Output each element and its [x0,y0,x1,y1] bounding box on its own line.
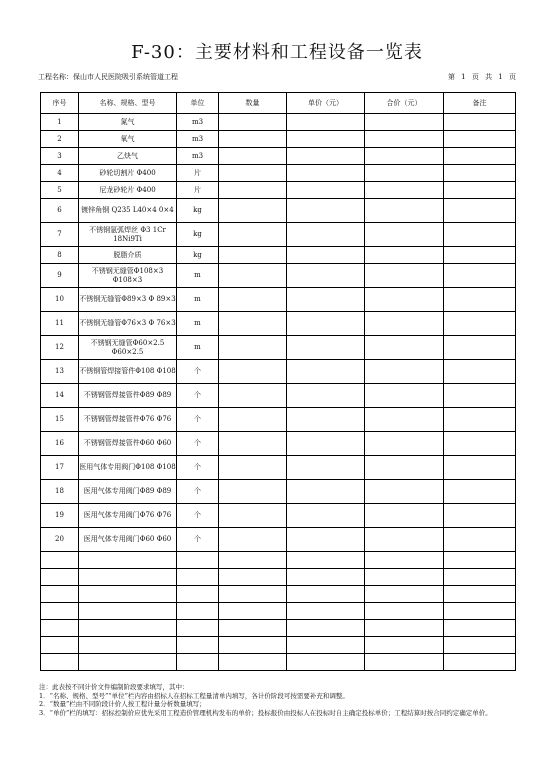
header-remarks: 备注 [444,93,516,114]
blank-cell [444,654,516,671]
row-unit-price [287,528,365,552]
row-no: 4 [41,165,79,182]
row-unit: m [177,336,219,360]
row-unit-price [287,456,365,480]
table-row [41,432,516,456]
row-quantity [219,182,287,199]
row-quantity [219,165,287,182]
row-remarks [444,114,516,131]
row-no: 10 [41,288,79,312]
blank-cell [79,603,177,620]
row-quantity [219,199,287,223]
row-name: 不锈钢管焊接管件Φ89 Φ89 [79,384,177,408]
table-row [41,360,516,384]
table-row [41,264,516,288]
blank-cell [79,620,177,637]
blank-cell [177,603,219,620]
row-no: 6 [41,199,79,223]
row-name: 医用气体专用阀门Φ108 Φ108 [79,456,177,480]
note-line: 1．“名称、规格、型号”“单位”栏内容由招标人在招标工程量清单内填写，各计价阶段可按需要补充和调整。 [39,691,349,700]
row-quantity [219,384,287,408]
blank-cell [365,620,444,637]
row-unit: 个 [177,360,219,384]
row-name: 不锈钢无缝管Φ76×3 Φ 76×3 [79,312,177,336]
row-no: 2 [41,131,79,148]
row-quantity [219,114,287,131]
table-row [41,114,516,131]
row-total-price [365,456,444,480]
row-unit-price [287,336,365,360]
blank-cell [79,586,177,603]
table-row-blank [41,569,516,586]
table-row [41,528,516,552]
table-row-blank [41,586,516,603]
table-row [41,148,516,165]
row-quantity [219,288,287,312]
row-unit: 片 [177,165,219,182]
table-row [41,223,516,247]
blank-cell [444,603,516,620]
row-remarks [444,288,516,312]
row-total-price [365,312,444,336]
row-no: 17 [41,456,79,480]
blank-cell [287,569,365,586]
header-no: 序号 [41,93,79,114]
row-no: 15 [41,408,79,432]
row-unit-price [287,312,365,336]
row-remarks [444,384,516,408]
row-remarks [444,336,516,360]
blank-cell [365,603,444,620]
blank-cell [219,654,287,671]
header-quantity: 数量 [219,93,287,114]
row-name: 不锈钢无缝管Φ108×3 Φ108×3 [79,264,177,288]
row-remarks [444,182,516,199]
row-no: 20 [41,528,79,552]
row-unit-price [287,360,365,384]
row-unit: 个 [177,408,219,432]
page-title: F-30：主要材料和工程设备一览表 [131,42,423,63]
row-quantity [219,223,287,247]
row-name: 不锈钢管焊接管件Φ76 Φ76 [79,408,177,432]
table-row [41,456,516,480]
row-no: 8 [41,247,79,264]
blank-cell [219,620,287,637]
table-row-blank [41,620,516,637]
blank-cell [79,569,177,586]
row-name: 氮气 [79,114,177,131]
row-unit: m [177,312,219,336]
row-remarks [444,148,516,165]
row-total-price [365,336,444,360]
blank-cell [365,654,444,671]
row-total-price [365,288,444,312]
row-unit-price [287,199,365,223]
notes [39,683,517,717]
row-total-price [365,264,444,288]
blank-cell [41,654,79,671]
blank-cell [287,586,365,603]
table-row [41,480,516,504]
row-name: 医用气体专用阀门Φ60 Φ60 [79,528,177,552]
blank-cell [365,569,444,586]
table-row [41,336,516,360]
blank-cell [41,569,79,586]
table-row [41,247,516,264]
row-total-price [365,182,444,199]
row-remarks [444,504,516,528]
blank-cell [41,586,79,603]
blank-cell [287,603,365,620]
table-row [41,384,516,408]
row-remarks [444,264,516,288]
row-no: 9 [41,264,79,288]
row-name: 不锈钢无缝管Φ60×2.5 Φ60×2.5 [79,336,177,360]
row-quantity [219,480,287,504]
row-remarks [444,223,516,247]
row-no: 13 [41,360,79,384]
row-total-price [365,408,444,432]
blank-cell [79,654,177,671]
row-unit-price [287,165,365,182]
row-quantity [219,360,287,384]
row-quantity [219,312,287,336]
row-quantity [219,504,287,528]
row-unit: 个 [177,504,219,528]
row-remarks [444,312,516,336]
row-quantity [219,408,287,432]
row-unit-price [287,408,365,432]
row-remarks [444,408,516,432]
row-total-price [365,199,444,223]
row-total-price [365,247,444,264]
row-unit: m3 [177,148,219,165]
blank-cell [177,620,219,637]
table-row-blank [41,637,516,654]
row-quantity [219,336,287,360]
row-unit: 个 [177,456,219,480]
note-line: 注：此表按不同计价文件编制阶段要求填写，其中： [39,683,189,691]
row-quantity [219,264,287,288]
row-no: 18 [41,480,79,504]
row-quantity [219,131,287,148]
row-total-price [365,223,444,247]
table-row-blank [41,603,516,620]
table-row-blank [41,654,516,671]
blank-cell [177,637,219,654]
row-unit-price [287,131,365,148]
row-total-price [365,504,444,528]
blank-cell [444,552,516,569]
blank-cell [219,552,287,569]
row-unit: 个 [177,432,219,456]
blank-cell [219,603,287,620]
row-unit: kg [177,223,219,247]
blank-cell [444,637,516,654]
row-unit-price [287,223,365,247]
blank-cell [41,637,79,654]
row-name: 乙炔气 [79,148,177,165]
table-row [41,131,516,148]
row-name: 医用气体专用阀门Φ76 Φ76 [79,504,177,528]
row-remarks [444,131,516,148]
blank-cell [287,637,365,654]
row-unit: m3 [177,114,219,131]
row-total-price [365,528,444,552]
row-name: 镀锌角钢 Q235 L40×4 0×4 [79,199,177,223]
page-info: 第 1 页 共 1 页 [447,73,516,81]
row-unit-price [287,182,365,199]
blank-cell [41,552,79,569]
blank-cell [177,586,219,603]
blank-cell [177,569,219,586]
table-row-blank [41,552,516,569]
row-no: 12 [41,336,79,360]
blank-cell [41,603,79,620]
row-no: 11 [41,312,79,336]
row-no: 7 [41,223,79,247]
row-total-price [365,131,444,148]
row-name: 不锈钢氩弧焊丝 Φ3 1Cr 18Ni9Ti [79,223,177,247]
row-unit-price [287,480,365,504]
blank-cell [444,569,516,586]
blank-cell [79,637,177,654]
row-quantity [219,148,287,165]
row-remarks [444,360,516,384]
project-name: 工程名称：保山市人民医院吸引系统管道工程 [38,73,178,81]
blank-cell [287,654,365,671]
row-remarks [444,480,516,504]
row-no: 16 [41,432,79,456]
note-line: 2．“数量”栏由不同阶段计价人按工程计量分析数量填写； [39,700,206,708]
row-unit: 个 [177,480,219,504]
row-total-price [365,148,444,165]
blank-cell [219,586,287,603]
row-total-price [365,432,444,456]
row-total-price [365,165,444,182]
blank-cell [219,637,287,654]
table-header-row [41,93,516,114]
blank-cell [79,552,177,569]
row-quantity [219,456,287,480]
row-remarks [444,528,516,552]
row-unit: 片 [177,182,219,199]
row-unit: 个 [177,528,219,552]
row-remarks [444,199,516,223]
row-unit: m3 [177,131,219,148]
blank-cell [177,552,219,569]
row-total-price [365,360,444,384]
row-unit: m [177,288,219,312]
row-quantity [219,528,287,552]
table-row [41,288,516,312]
table-row [41,165,516,182]
blank-cell [365,552,444,569]
blank-cell [365,637,444,654]
row-name: 脱脂介质 [79,247,177,264]
row-unit: 个 [177,384,219,408]
table-row [41,312,516,336]
row-unit-price [287,148,365,165]
row-name: 不锈钢管焊接管件Φ60 Φ60 [79,432,177,456]
row-unit-price [287,288,365,312]
table-row [41,408,516,432]
row-no: 14 [41,384,79,408]
row-unit: m [177,264,219,288]
row-unit: kg [177,199,219,223]
row-name: 不锈钢无缝管Φ89×3 Φ 89×3 [79,288,177,312]
row-no: 3 [41,148,79,165]
row-no: 19 [41,504,79,528]
blank-cell [444,586,516,603]
blank-cell [287,620,365,637]
row-unit-price [287,504,365,528]
blank-cell [219,569,287,586]
row-unit-price [287,432,365,456]
row-unit: kg [177,247,219,264]
row-no: 1 [41,114,79,131]
row-name: 不锈钢管焊接管件Φ108 Φ108 [79,360,177,384]
row-name: 砂轮切割片 Φ400 [79,165,177,182]
row-remarks [444,456,516,480]
blank-cell [41,620,79,637]
blank-cell [287,552,365,569]
materials-table [40,92,516,671]
row-quantity [219,432,287,456]
row-quantity [219,247,287,264]
header-unit-price: 单价（元） [287,93,365,114]
row-remarks [444,432,516,456]
row-unit-price [287,247,365,264]
row-unit-price [287,264,365,288]
row-unit-price [287,114,365,131]
row-name: 医用气体专用阀门Φ89 Φ89 [79,480,177,504]
blank-cell [444,620,516,637]
note-line: 3．“单价”栏的填写：招标控制价应优先采用工程造价管理机构发布的单价；投标报价由投标人在投标时自主确定投标单价；工程结算时按合同约定确定单价。 [39,708,492,717]
table-body [41,114,516,671]
header-unit: 单位 [177,93,219,114]
row-unit-price [287,384,365,408]
table-row [41,504,516,528]
table-row [41,182,516,199]
row-total-price [365,480,444,504]
row-remarks [444,247,516,264]
row-remarks [444,165,516,182]
row-name: 氧气 [79,131,177,148]
table-row [41,199,516,223]
row-name: 尼龙砂轮片 Φ400 [79,182,177,199]
blank-cell [365,586,444,603]
blank-cell [177,654,219,671]
row-total-price [365,384,444,408]
row-total-price [365,114,444,131]
header-total-price: 合价（元） [365,93,444,114]
header-name: 名称、规格、型号 [79,93,177,114]
row-no: 5 [41,182,79,199]
